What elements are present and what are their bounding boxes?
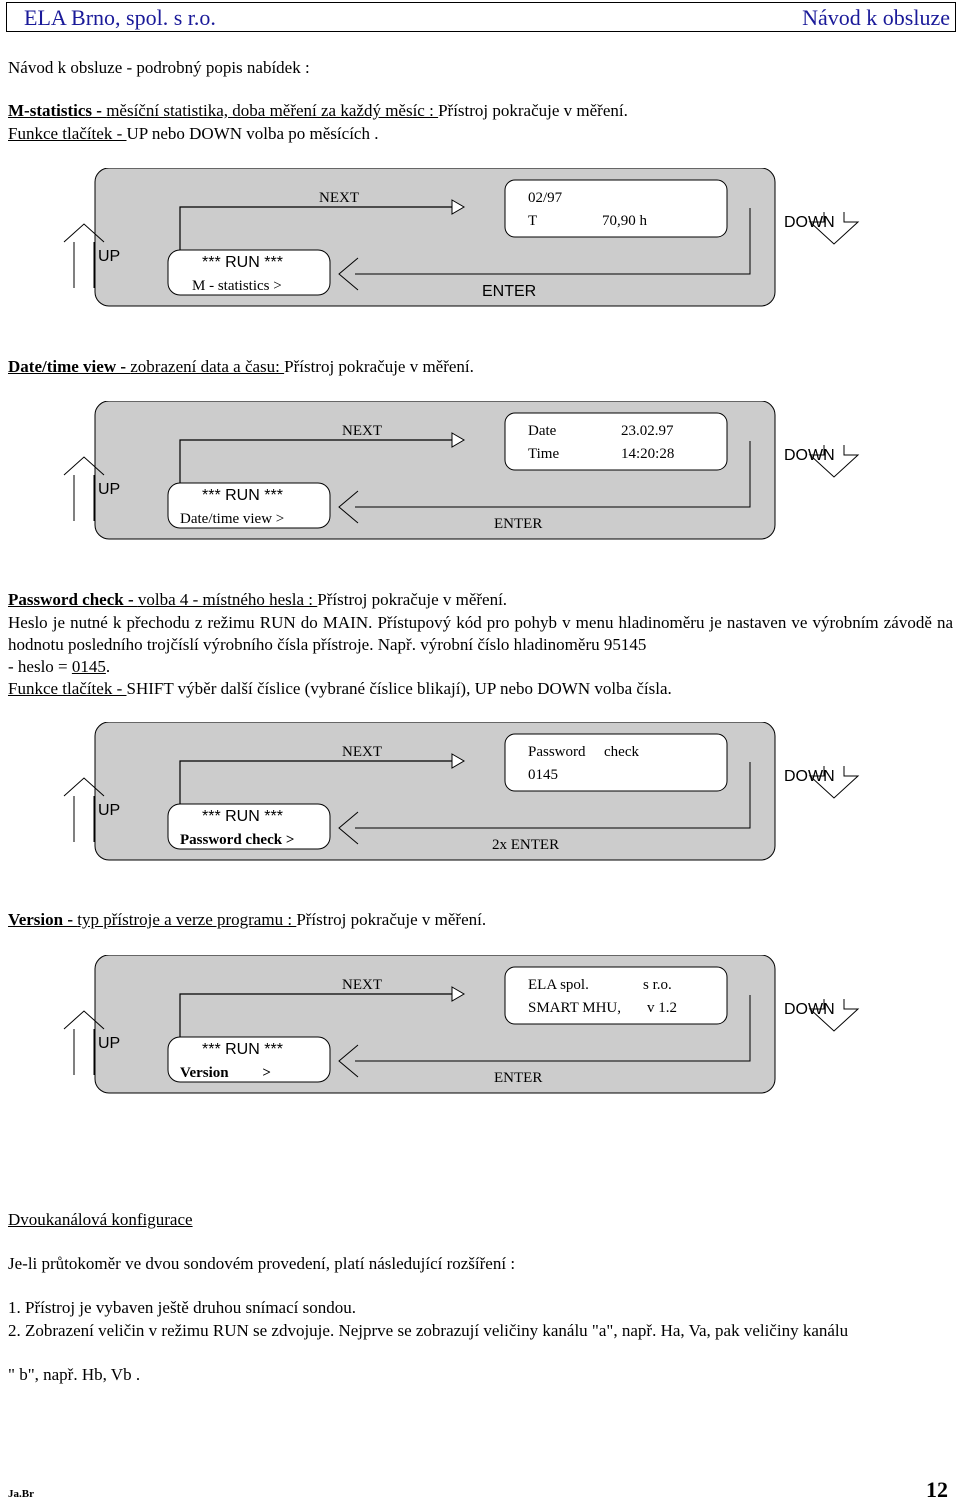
password-heading-line — [8, 589, 507, 611]
password-note: Přístroj pokračuje v měření. — [317, 590, 508, 609]
display-line-1: 02/97 — [528, 190, 563, 206]
up-button[interactable]: UP — [98, 481, 121, 498]
down-button[interactable]: DOWN — [784, 214, 835, 231]
datetime-desc: zobrazení data a času: — [130, 357, 285, 376]
enter-button[interactable]: ENTER — [494, 1070, 543, 1086]
display-line-1a: Date — [528, 423, 557, 439]
datetime-term: Date/time view - — [8, 357, 131, 376]
password-diagram — [60, 722, 860, 862]
display-line-2a: SMART MHU, — [528, 1000, 622, 1016]
mstat-desc: měsíční statistika, doba měření za každý měsíc : — [106, 101, 439, 120]
display-line-1b: s r.o. — [643, 977, 672, 993]
menu-label: Password check > — [180, 832, 295, 848]
password-term: Password check - — [8, 590, 138, 609]
version-term: Version - — [8, 910, 78, 929]
menu-label: M - statistics > — [192, 278, 282, 294]
next-label: NEXT — [342, 977, 382, 993]
up-button[interactable]: UP — [98, 248, 121, 265]
menu-label: Version > — [180, 1065, 271, 1081]
version-note: Přístroj pokračuje v měření. — [296, 910, 487, 929]
datetime-note: Přístroj pokračuje v měření. — [284, 357, 474, 376]
password-paragraph: Heslo je nutné k přechodu z režimu RUN do MAIN. Přístupový kód pro pohyb v menu hladinoměru je nastaven ve výrobním závodě na hodnotu posledního trojčíslí výrobního čísla přístroje. Např. výrobní číslo hladinoměru 95145 — [8, 613, 953, 654]
footer-author: Ja.Br — [8, 1488, 34, 1500]
display-line-1a: ELA spol. — [528, 977, 589, 993]
down-button[interactable]: DOWN — [784, 447, 835, 464]
next-label: NEXT — [319, 190, 359, 206]
page-number: 12 — [926, 1477, 948, 1502]
display-line-2b: v 1.2 — [647, 1000, 677, 1016]
heslo-dot: . — [105, 657, 111, 676]
mstat-note: Přístroj pokračuje v měření. — [438, 101, 628, 120]
enter-button[interactable]: ENTER — [494, 516, 543, 532]
down-button[interactable]: DOWN — [784, 768, 835, 785]
dual-heading: Dvoukanálová konfigurace — [8, 1210, 193, 1229]
dual-paragraph-1: Je-li průtokoměr ve dvou sondovém provedení, platí následující rozšíření : — [8, 1254, 516, 1273]
enter-button[interactable]: ENTER — [482, 283, 537, 300]
heslo-label: - heslo = — [8, 657, 72, 676]
mstat-heading-line — [8, 100, 628, 122]
run-label: *** RUN *** — [202, 487, 283, 504]
display-line-2b: 70,90 h — [602, 213, 647, 229]
mstat-keys-desc: UP nebo DOWN volba po měsících . — [126, 124, 379, 143]
intro-text: Návod k obsluze - podrobný popis nabídek : — [8, 58, 310, 77]
display-line-2a: 0145 — [528, 767, 558, 783]
dual-item-2: 2. Zobrazení veličin v režimu RUN se zdvojuje. Nejprve se zobrazují veličiny kanálu "a", např. Ha, Va, pak veličiny kanálu — [8, 1321, 849, 1340]
down-button[interactable]: DOWN — [784, 1001, 835, 1018]
display-line-1a: Password — [528, 744, 586, 760]
dual-item-1: 1. Přístroj je vybaven ještě druhou snímací sondou. — [8, 1298, 356, 1317]
display-line-1b: check — [604, 744, 639, 760]
menu-label: Date/time view > — [180, 511, 285, 527]
datetime-diagram — [60, 401, 860, 541]
run-label: *** RUN *** — [202, 808, 283, 825]
display-line-2a: T — [528, 213, 538, 229]
datetime-heading-line — [8, 356, 474, 378]
password-desc: volba 4 - místného hesla : — [137, 590, 318, 609]
enter-button[interactable]: 2x ENTER — [492, 837, 560, 853]
mstat-keys-label: Funkce tlačítek - — [8, 124, 127, 143]
version-diagram — [60, 955, 860, 1095]
mstat-diagram — [60, 168, 860, 308]
next-label: NEXT — [342, 423, 382, 439]
run-label: *** RUN *** — [202, 254, 283, 271]
display-line-2a: Time — [528, 446, 560, 462]
diagram-shape — [60, 168, 860, 308]
display-line-2b: 14:20:28 — [621, 446, 675, 462]
version-heading-line — [8, 909, 486, 931]
company-name: ELA Brno, spol. s r.o. — [24, 5, 216, 30]
password-keys-desc: SHIFT výběr další číslice (vybrané číslice blikají), UP nebo DOWN volba čísla. — [126, 679, 672, 698]
password-heslo-line — [8, 656, 110, 678]
next-label: NEXT — [342, 744, 382, 760]
up-button[interactable]: UP — [98, 1035, 121, 1052]
run-label: *** RUN *** — [202, 1041, 283, 1058]
mstat-term: M-statistics - — [8, 101, 107, 120]
display-line-1b: 23.02.97 — [621, 423, 674, 439]
heslo-value: 0145 — [71, 657, 106, 676]
up-button[interactable]: UP — [98, 802, 121, 819]
password-keys-label: Funkce tlačítek - — [8, 679, 127, 698]
mstat-keys-line — [8, 123, 378, 145]
version-desc: typ přístroje a verze programu : — [77, 910, 297, 929]
document-title: Návod k obsluze — [802, 5, 950, 30]
password-keys-line — [8, 678, 672, 700]
dual-item-2-cont: " b", např. Hb, Vb . — [8, 1365, 141, 1384]
